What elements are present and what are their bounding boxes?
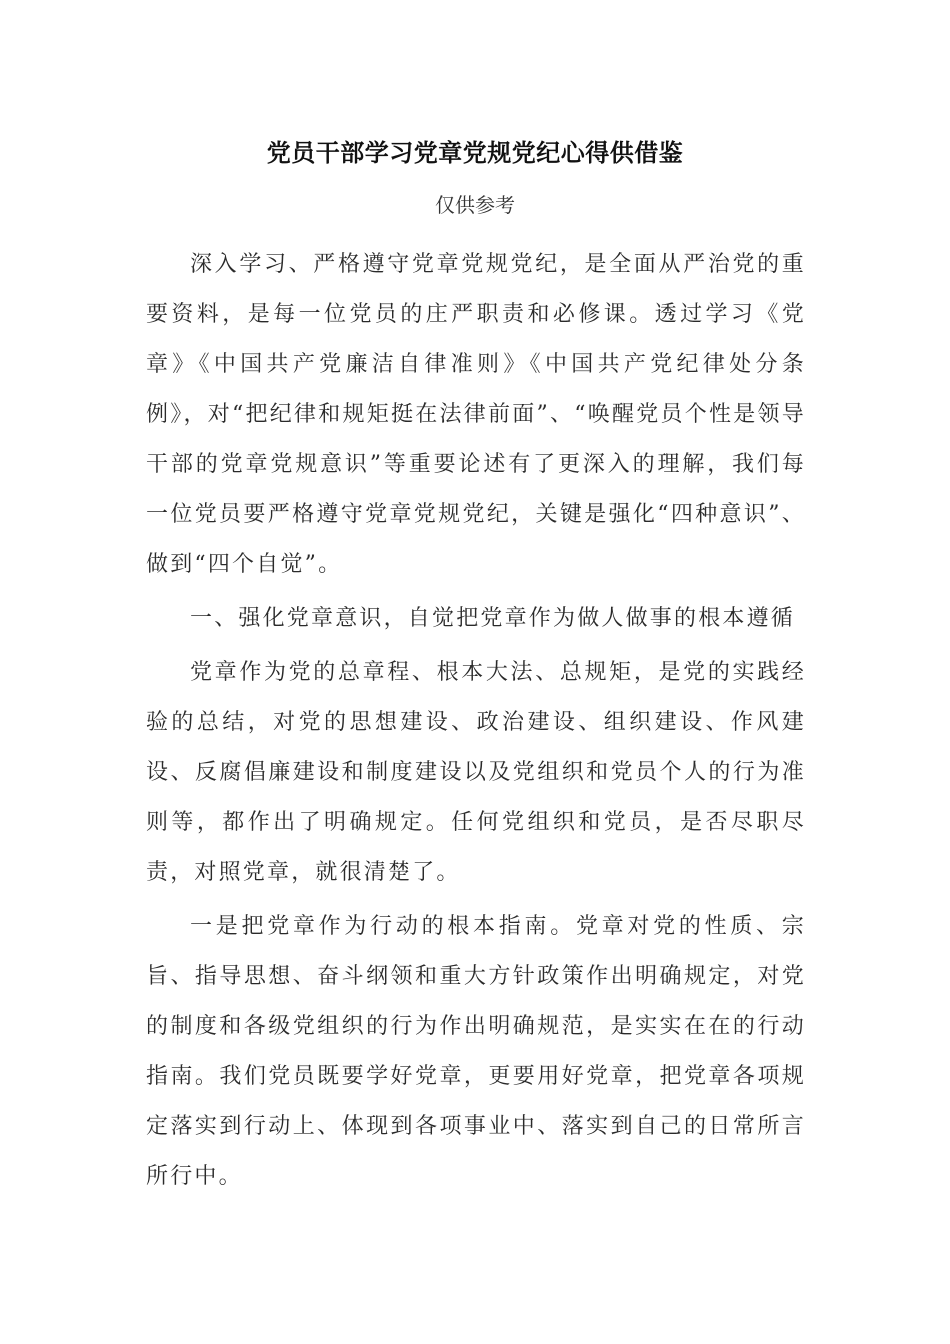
document-subtitle: 仅供参考 [435, 193, 515, 217]
section-heading-1: 一、强化党章意识，自觉把党章作为做人做事的根本遵循 [190, 606, 796, 631]
document-title: 党员干部学习党章党规党纪心得供借鉴 [266, 139, 684, 167]
paragraph-point-1: 一是把党章作为行动的根本指南。党章对党的性质、宗旨、指导思想、奋斗纲领和重大方针政策作出明确规定，对党的制度和各级党组织的行为作出明确规范，是实实在在的行动指南。我们党员既要学好党章，更要用好党章，把党章各项规定落实到行动上、体现到各项事业中、落实到自己的日常所言所行中。 [146, 914, 806, 1189]
paragraph-intro: 深入学习、严格遵守党章党规党纪，是全面从严治党的重要资料，是每一位党员的庄严职责和必修课。透过学习《党章》《中国共产党廉洁自律准则》《中国共产党纪律处分条例》，对“把纪律和规矩挺在法律前面”、“唤醒党员个性是领导干部的党章党规意识”等重要论述有了更深入的理解，我们每一位党员要严格遵守党章党规党纪，关键是强化“四种意识”、做到“四个自觉”。 [146, 252, 806, 577]
paragraph-section-1: 党章作为党的总章程、根本大法、总规矩，是党的实践经验的总结，对党的思想建设、政治建设、组织建设、作风建设、反腐倡廉建设和制度建设以及党组织和党员个人的行为准则等，都作出了明确规定。任何党组织和党员，是否尽职尽责，对照党章，就很清楚了。 [146, 660, 806, 885]
document-body [146, 240, 806, 1206]
